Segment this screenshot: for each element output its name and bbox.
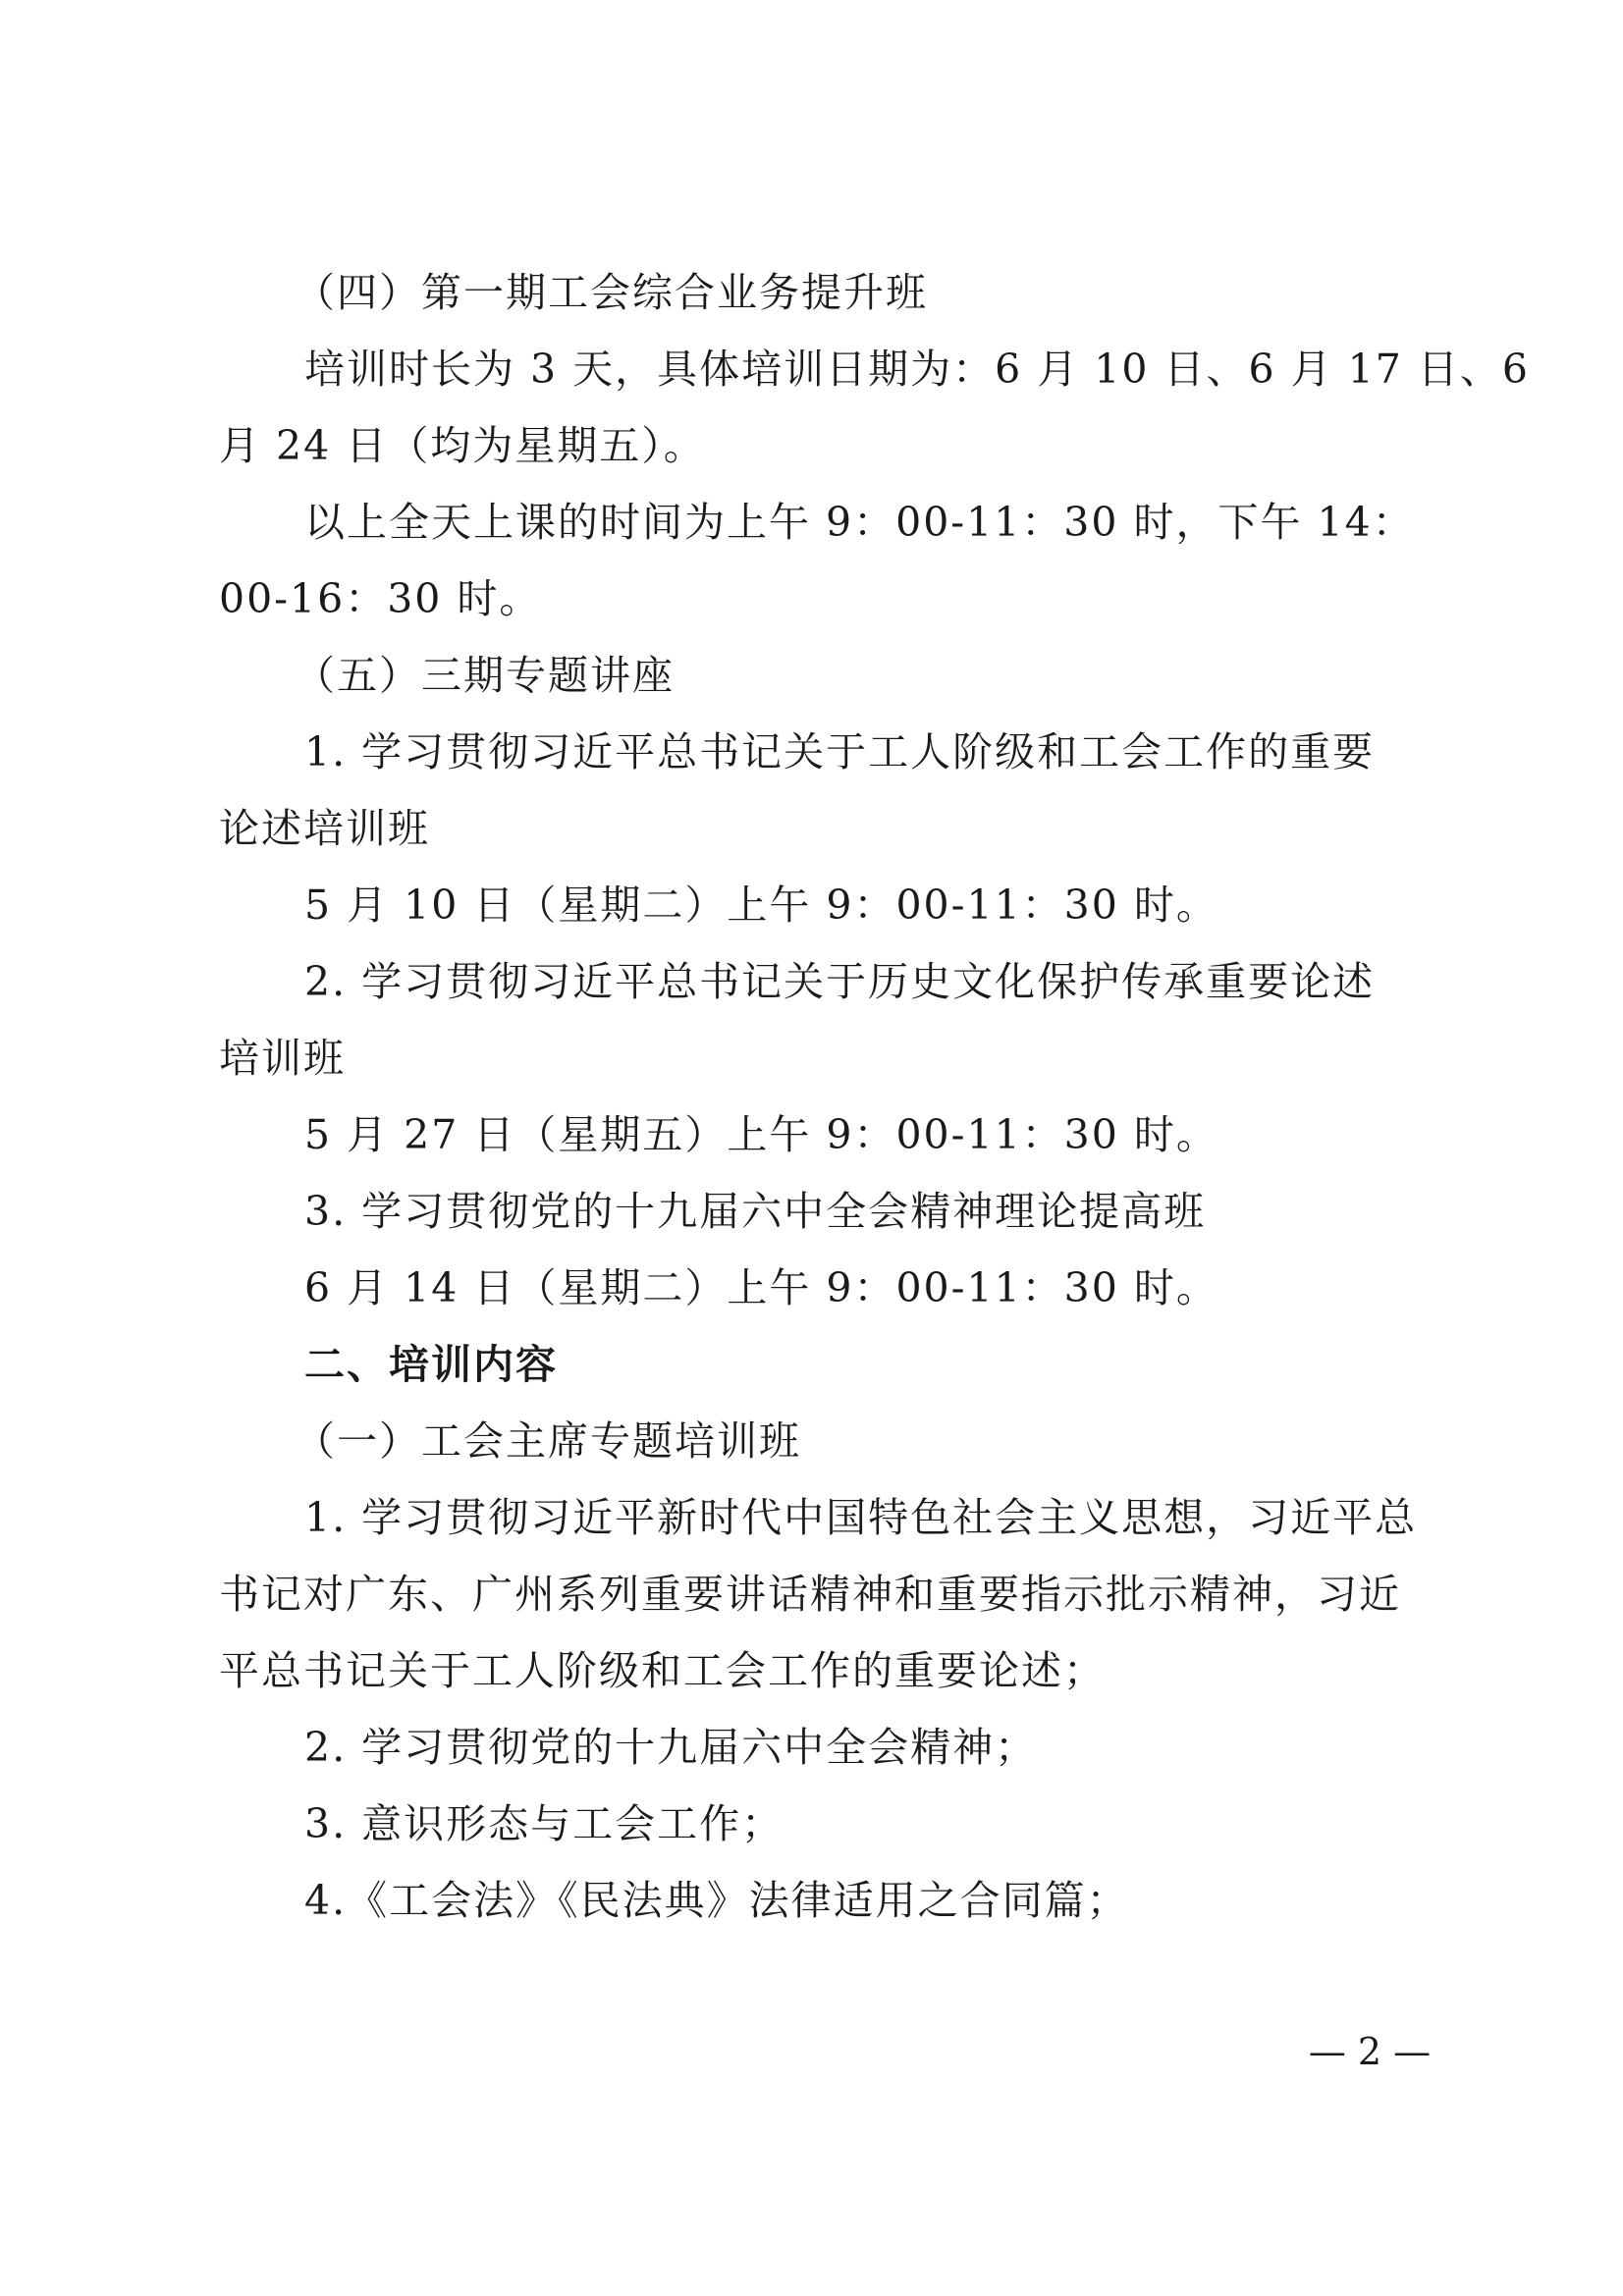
paragraph-line: 月 24 日（均为星期五）。 <box>219 422 706 469</box>
schedule-line: 6 月 14 日（星期二）上午 9：00-11：30 时。 <box>304 1264 1218 1311</box>
content-item-1: 1. 学习贯彻习近平新时代中国特色社会主义思想，习近平总 <box>304 1494 1418 1541</box>
content-item-4: 4.《工会法》《民法典》法律适用之合同篇； <box>304 1877 1129 1924</box>
list-item-1: 1. 学习贯彻习近平总书记关于工人阶级和工会工作的重要 <box>304 728 1376 775</box>
major-heading-training-content: 二、培训内容 <box>304 1341 558 1388</box>
list-item-2: 2. 学习贯彻习近平总书记关于历史文化保护传承重要论述 <box>304 958 1376 1005</box>
content-item-2: 2. 学习贯彻党的十九届六中全会精神； <box>304 1724 1038 1771</box>
list-item-3: 3. 学习贯彻党的十九届六中全会精神理论提高班 <box>304 1188 1207 1235</box>
list-item-2-continued: 培训班 <box>219 1035 346 1082</box>
page-number: — 2 — <box>1308 2030 1432 2073</box>
list-item-1-continued: 论述培训班 <box>219 805 430 852</box>
paragraph-line: 培训时长为 3 天，具体培训日期为：6 月 10 日、6 月 17 日、6 <box>304 346 1530 393</box>
section-heading-4: （四）第一期工会综合业务提升班 <box>295 269 928 316</box>
content-item-1-continued: 平总书记关于工人阶级和工会工作的重要论述； <box>219 1647 1106 1694</box>
content-item-1-continued: 书记对广东、广州系列重要讲话精神和重要指示批示精神，习近 <box>219 1571 1401 1618</box>
paragraph-line: 以上全天上课的时间为上午 9：00-11：30 时，下午 14： <box>304 499 1415 546</box>
content-item-3: 3. 意识形态与工会工作； <box>304 1800 784 1847</box>
section-heading-1: （一）工会主席专题培训班 <box>295 1417 801 1465</box>
schedule-line: 5 月 10 日（星期二）上午 9：00-11：30 时。 <box>304 881 1218 929</box>
section-heading-5: （五）三期专题讲座 <box>295 652 675 699</box>
paragraph-line: 00-16：30 时。 <box>219 575 542 622</box>
schedule-line: 5 月 27 日（星期五）上午 9：00-11：30 时。 <box>304 1111 1218 1158</box>
